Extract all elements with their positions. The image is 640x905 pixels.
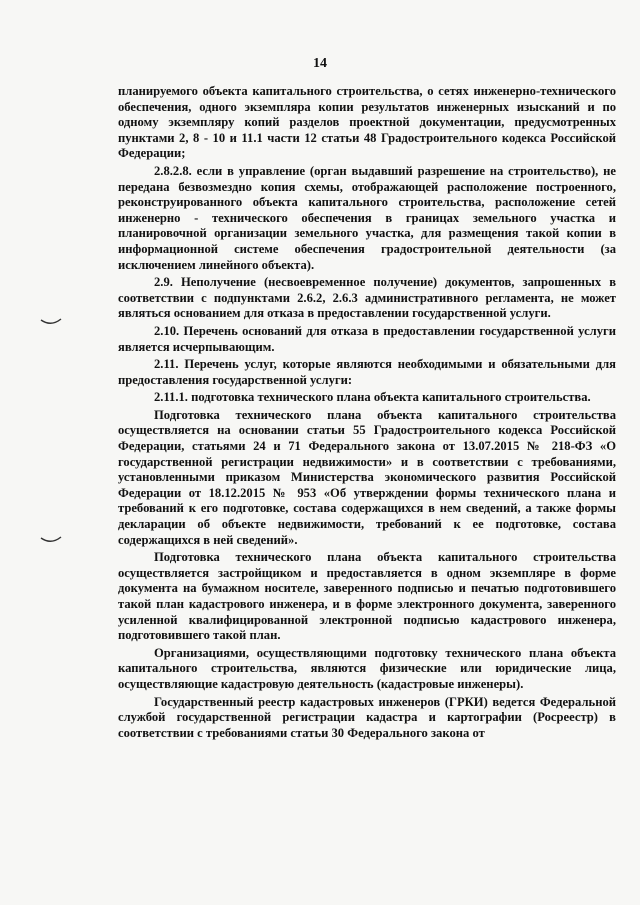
binding-mark [40, 318, 62, 326]
paragraph-2-11-1: 2.11.1. подготовка технического плана объекта капитального строительства. [154, 390, 591, 405]
paragraph-continuation: планируемого объекта капитального строительства, о сетях инженерно-технического обеспечения, одного экземпляра копии результатов инженерных изысканий и по одному экземпляру копий разделов проектной документации, предусмотренных пунктами 2, 8 - 10 и 11.1 части 12 статьи 48 Градостроительного кодекса Российской Федерации; [118, 84, 616, 161]
paragraph-cadastral-engineers: Организациями, осуществляющими подготовку технического плана объекта капитального строительства, являются физические или юридические лица, осуществляющие кадастровую деятельность (кадастровые инженеры). [118, 645, 616, 691]
paragraph-2-10: 2.10. Перечень оснований для отказа в предоставлении государственной услуги является исчерпывающим. [118, 323, 616, 354]
document-body [118, 84, 616, 743]
paragraph-grki: Государственный реестр кадастровых инженеров (ГРКИ) ведется Федеральной службой государственной регистрации кадастра и картографии (Росреестр) в соответствии с требованиями статьи 30 Федерального закона от [118, 694, 616, 740]
paragraph-technical-plan-preparation: Подготовка технического плана объекта капитального строительства осуществляется застройщиком и предоставляется в одном экземпляре в форме документа на бумажном носителе, заверенного подписью и печатью подготовившего такой план кадастрового инженера, и в форме электронного документа, заверенного усиленной квалифицированной электронной подписью кадастрового инженера, подготовившего такой план. [118, 550, 616, 643]
paragraph-2-11: 2.11. Перечень услуг, которые являются необходимыми и обязательными для предоставления государственной услуги: [118, 357, 616, 387]
paragraph-2-8-2-8: 2.8.2.8. если в управление (орган выдавший разрешение на строительство), не передана безвозмездно копия схемы, отображающей расположение построенного, реконструированного объекта капитального строительства, расположение сетей инженерно - технического обеспечения в границах земельного участка и планировочной организации земельного участка, для размещения такой копии в информационной системе обеспечения градостроительной деятельности (за исключением линейного объекта). [118, 163, 616, 272]
binding-mark [40, 536, 62, 544]
paragraph-2-9: 2.9. Неполучение (несвоевременное получение) документов, запрошенных в соответствии с подпунктами 2.6.2, 2.6.3 административного регламента, не может являться основанием для отказа в предоставлении государственной услуги. [118, 275, 616, 321]
page-number: 14 [313, 56, 327, 71]
paragraph-technical-plan-basis: Подготовка технического плана объекта капитального строительства осуществляется на основании статьи 55 Градостроительного кодекса Российской Федерации, статьями 24 и 71 Федерального закона от 13.07.2015 № 218-ФЗ «О государственной регистрации недвижимости» и в соответствии с требованиями, установленными приказом Министерства экономического развития Российской Федерации от 18.12.2015 № 953 «Об утверждении формы технического плана и требований к его подготовке, состава содержащихся в нем сведений, а также формы декларации об объекте недвижимости, требований к ее подготовке, состава содержащихся в ней сведений». [118, 407, 616, 547]
